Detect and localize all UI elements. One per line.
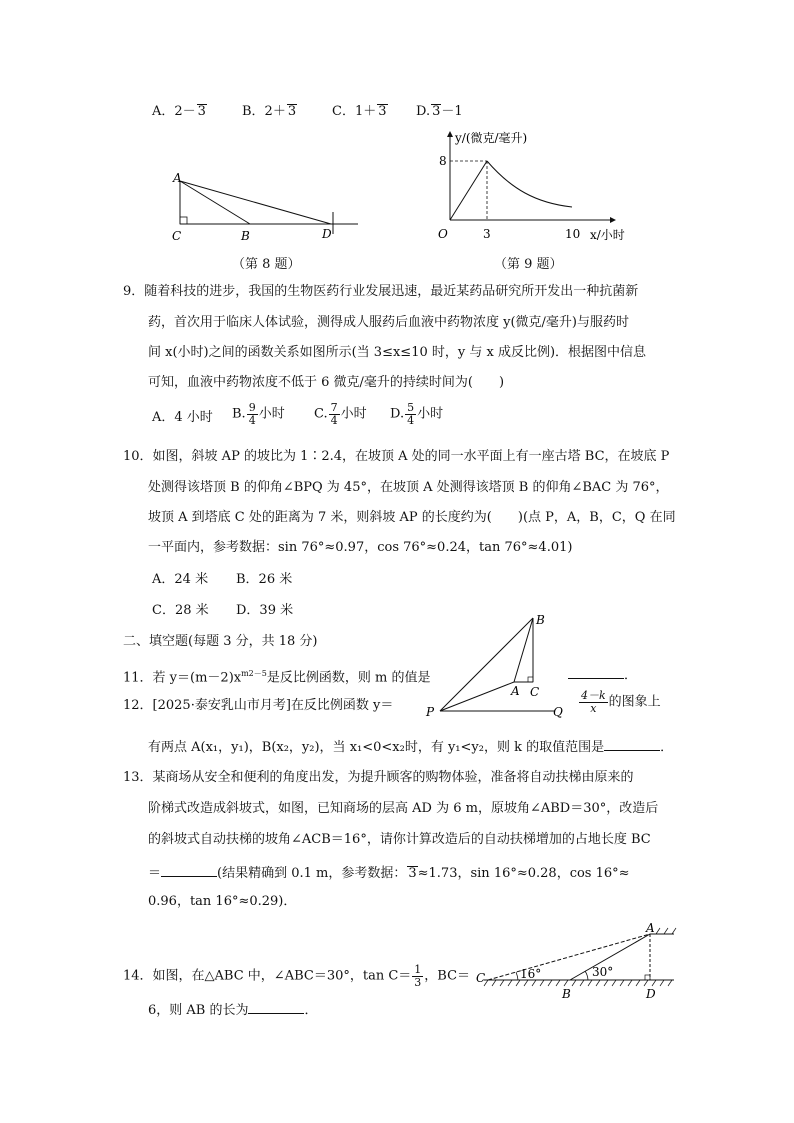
q8-option-a: A．2－ 3 [152,104,206,119]
figure-8 [165,168,365,248]
q8-option-d: D. 3－1 [416,104,463,119]
fig13-label-a: A [646,921,655,935]
fig8-label-d: D [322,227,332,241]
fig10-label-p: P [426,705,435,719]
q13-line5: 0.96，tan 16°≈0.29)． [148,894,297,909]
q13-line1: 13．某商场从安全和便利的角度出发，为提升顾客的购物体验，准备将自动扶梯由原来的 [123,770,634,785]
q10-option-b: B．26 米 [236,572,293,587]
fig8-label-c: C [172,229,182,243]
q13-line3: 的斜坡式自动扶梯的坡角∠ACB＝16°，请你计算改造后的自动扶梯增加的占地长度 BC [148,832,651,847]
q9-option-a: A．4 小时 [152,410,213,425]
fig10-label-q: Q [553,705,563,719]
q9-line1: 9．随着科技的进步，我国的生物医药行业发展迅速，最近某药品研究所开发出一种抗菌新 [123,284,639,299]
fig8-label-a: A [173,171,182,185]
q9-line4: 可知，血液中药物浓度不低于 6 微克/毫升的持续时间为( ) [148,375,505,390]
section-heading-fill-in: 二、填空题(每题 3 分，共 18 分) [123,634,318,649]
fig10-label-c: C [530,685,540,699]
q10-option-d: D．39 米 [236,603,294,618]
q9-line2: 药，首次用于临床人体试验，测得成人服药后血液中药物浓度 y(微克/毫升)与服药时 [148,315,630,330]
q10-line1: 10．如图，斜坡 AP 的坡比为 1∶2.4，在坡顶 A 处的同一水平面上有一座古塔 BC，在坡底 P [123,449,670,464]
fig10-label-a: A [511,684,520,698]
fig13-angle-16: 16° [520,967,542,981]
q9-line3: 间 x(小时)之间的函数关系如图所示(当 3≤x≤10 时，y 与 x 成反比例)．根据图中信息 [148,345,647,360]
fig10-label-b: B [536,613,545,627]
fig9-y-axis-label: y/(微克/毫升) [455,131,528,145]
q13-line4: ＝ (结果精确到 0.1 m，参考数据： 3≈1.73，sin 16°≈0.28，cos 16°≈ [148,866,630,881]
fig9-tick-x2: 10 [565,227,581,241]
q8-option-c: C．1＋ 3 [332,104,387,119]
q9-option-c: C. $\frac{7}{4}$ 小时 [314,401,367,427]
q10-line3: 坡顶 A 到塔底 C 处的距离为 7 米，则斜坡 AP 的长度约为( )(点 P，A，B，C，Q 在同 [148,510,676,525]
fig13-angle-30: 30° [592,965,614,979]
q13-line2: 阶梯式改造成斜坡式，如图，已知商场的层高 AD 为 6 m，原坡角∠ABD＝30°，改造后 [148,801,659,816]
fig8-caption: （第 8 题） [232,257,301,272]
q14-line2: 6，则 AB 的长为 ． [148,1003,318,1018]
figure-9 [425,130,645,245]
q12-line1-post: $\frac{4-k}{x}$ 的图象上 [581,689,661,715]
q10-line4: 一平面内，参考数据：sin 76°≈0.97，cos 76°≈0.24，tan 76°≈4.01) [148,540,573,555]
fig13-label-b: B [562,987,571,1001]
fig13-label-d: D [646,987,656,1001]
q14-line1: 14．如图，在△ABC 中，∠ABC＝30°，tan C＝ $\frac{1}{3}$ ，BC＝ [123,963,471,989]
figure-10 [420,608,580,723]
q12-line1-pre: 12．[2025·泰安乳山市月考]在反比例函数 y＝ [123,698,394,713]
fig9-tick-y: 8 [439,154,447,168]
fig9-tick-x1: 3 [483,227,491,241]
q8-option-b: B．2＋ 3 [242,104,297,119]
fig8-label-b: B [241,229,250,243]
fig13-label-c: C [476,971,486,985]
q10-option-a: A．24 米 [152,572,209,587]
fig9-origin: O [438,227,448,241]
figure-13 [474,920,684,1002]
q10-option-c: C．28 米 [152,603,209,618]
fig9-x-axis-label: x/小时 [590,228,625,242]
q12-line2: 有两点 A(x₁，y₁)，B(x₂，y₂)，当 x₁<0<x₂时，有 y₁<y₂，则 k 的取值范围是 ． [148,740,674,755]
q10-line2: 处测得该塔顶 B 的仰角∠BPQ 为 45°，在坡顶 A 处测得该塔顶 B 的仰角∠BAC 为 76°， [148,480,669,495]
q9-option-d: D. $\frac{5}{4}$ 小时 [390,401,444,427]
fig9-caption: （第 9 题） [494,257,563,272]
q11-text-pre: 11．若 $y=(m-2)x^{m2-5}$是反比例函数，则 m 的值是 [123,669,431,686]
q9-option-b: B. $\frac{9}{4}$ 小时 [232,401,285,427]
q11-answer-blank[interactable]: ． [568,666,637,684]
